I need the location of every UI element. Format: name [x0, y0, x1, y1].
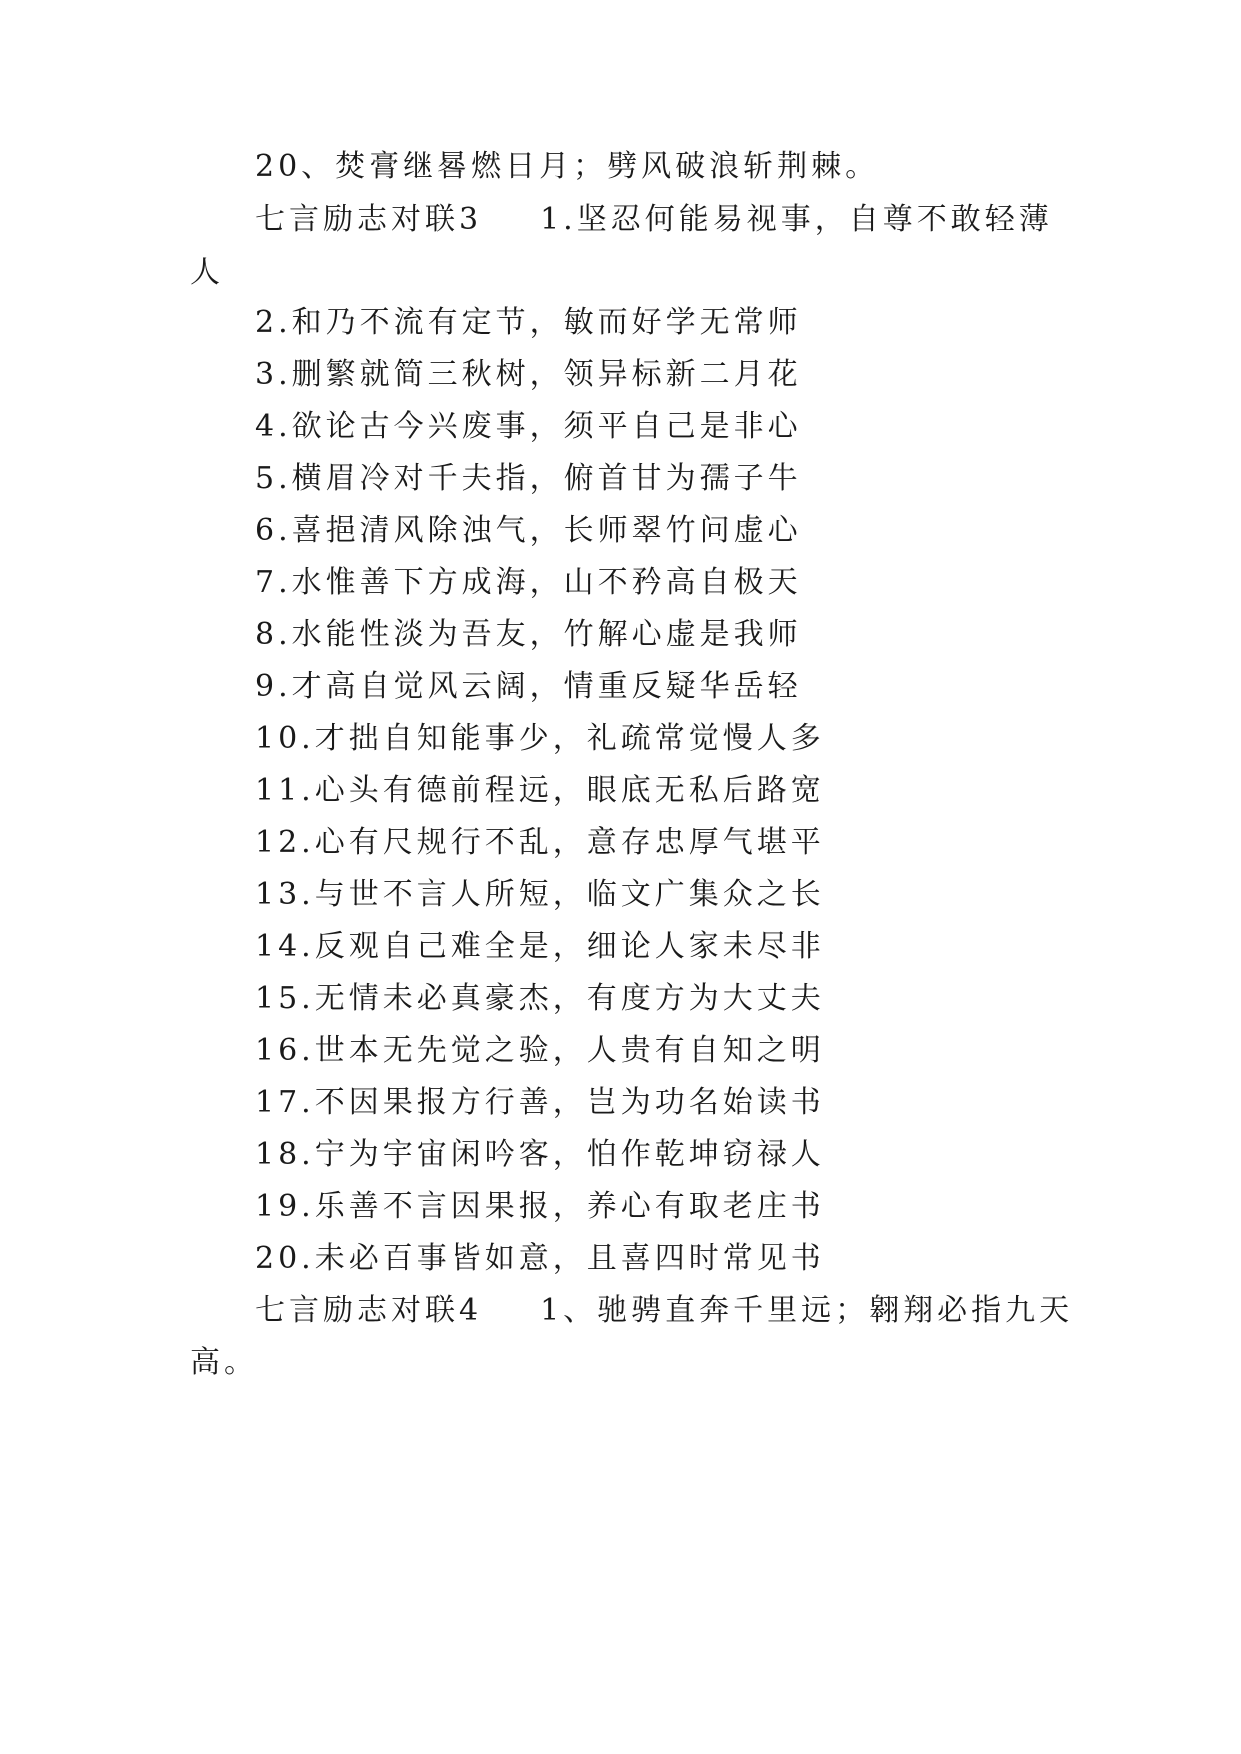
text-line: 18.宁为宇宙闲吟客，怕作乾坤窃禄人 — [255, 1137, 825, 1172]
text-line: 13.与世不言人所短，临文广集众之长 — [255, 877, 825, 912]
text-line: 8.水能性淡为吾友，竹解心虚是我师 — [255, 617, 802, 652]
text-line: 6.喜挹清风除浊气，长师翠竹问虚心 — [255, 513, 802, 548]
text-line: 9.才高自觉风云阔，情重反疑华岳轻 — [255, 669, 802, 704]
text-line: 17.不因果报方行善，岂为功名始读书 — [255, 1085, 825, 1120]
text-line: 15.无情未必真豪杰，有度方为大丈夫 — [255, 981, 825, 1016]
section-4-heading: 七言励志对联4 — [255, 1293, 483, 1328]
text-line: 7.水惟善下方成海，山不矜高自极天 — [255, 565, 802, 600]
text-line: 5.横眉冷对千夫指，俯首甘为孺子牛 — [255, 461, 802, 496]
section-4-first-line — [255, 1291, 1073, 1331]
section-3-wrap: 人 — [190, 255, 224, 290]
text-line: 2.和乃不流有定节，敏而好学无常师 — [255, 305, 802, 340]
text-line: 4.欲论古今兴废事，须平自己是非心 — [255, 409, 802, 444]
text-line: 3.删繁就简三秋树，领异标新二月花 — [255, 357, 802, 392]
text-line: 20.未必百事皆如意，且喜四时常见书 — [255, 1241, 825, 1276]
text-line: 16.世本无先觉之验，人贵有自知之明 — [255, 1033, 825, 1068]
section-4-wrap: 高。 — [190, 1345, 258, 1380]
section-3-heading: 七言励志对联3 — [255, 202, 483, 237]
section-4-line-1: 1、驰骋直奔千里远；翱翔必指九天 — [540, 1293, 1074, 1328]
text-line: 10.才拙自知能事少，礼疏常觉慢人多 — [255, 721, 825, 756]
text-line: 14.反观自己难全是，细论人家未尽非 — [255, 929, 825, 964]
text-line: 11.心头有德前程远，眼底无私后路宽 — [255, 773, 825, 808]
text-line: 19.乐善不言因果报，养心有取老庄书 — [255, 1189, 825, 1224]
section-3-first-line — [255, 200, 1053, 240]
text-line: 20、焚膏继晷燃日月；劈风破浪斩荆棘。 — [255, 149, 880, 184]
text-line: 12.心有尺规行不乱，意存忠厚气堪平 — [255, 825, 825, 860]
section-3-line-1: 1.坚忍何能易视事，自尊不敢轻薄 — [540, 202, 1053, 237]
